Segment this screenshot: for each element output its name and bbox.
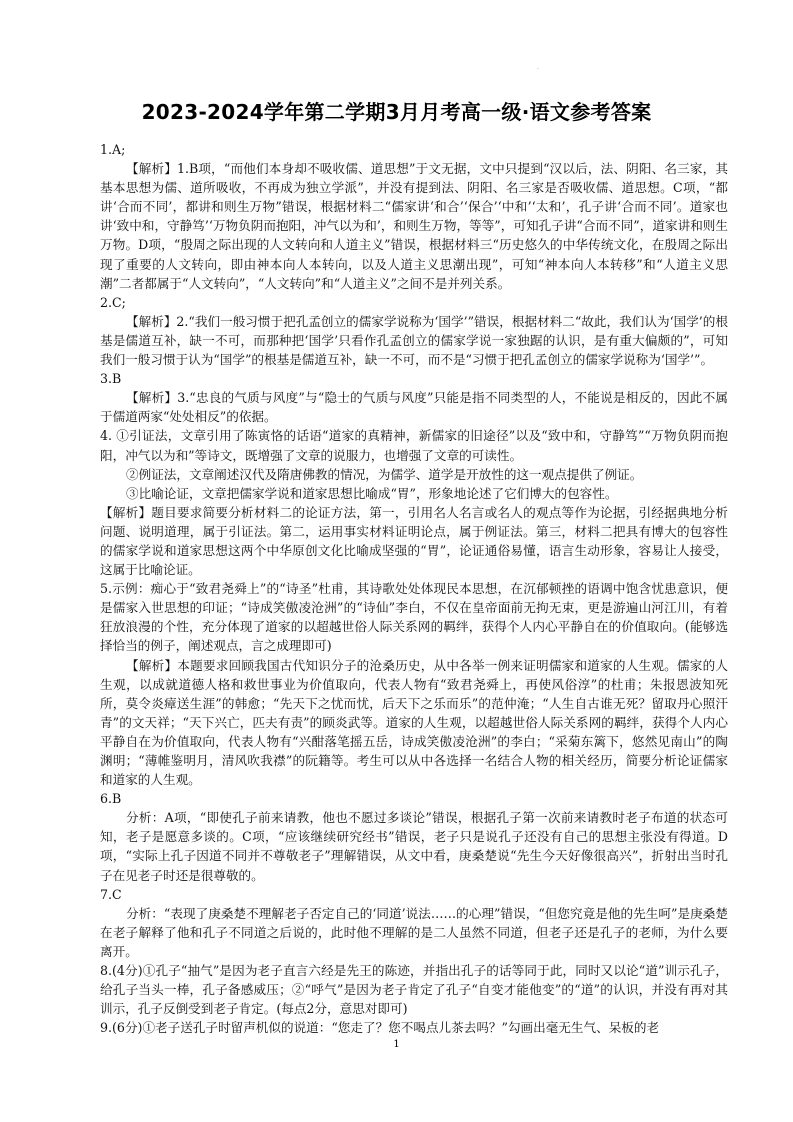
q3-answer: 3.B bbox=[100, 371, 122, 387]
q4-answer-3: ③比喻论证，文章把儒家学说和道家思想比喻成“胃”，形象地论述了它们博大的包容性。 bbox=[126, 485, 618, 501]
q9-answer: 9.(6分)①老子送孔子时留声机似的说道：“您走了？您不喝点儿茶去吗？”勾画出毫无生气、呆板的老 bbox=[100, 1020, 660, 1036]
q5-analysis: 【解析】本题要求回顾我国古代知识分子的沧桑历史，从中各举一例来证明儒家和道家的人生观。儒家的人生观，以成就道德人格和救世事业为价值取向，代表人物有“致君尧舜上，再使风俗淳”的杜甫；朱报恩波知死所，莫令炎瘴送生涯”的韩愈；“先天下之忧而忧，后天下之乐而乐”的范仲淹；“人生自古谁无死？留取丹心照汗青”的文天祥；“天下兴亡，匹夫有责”的顾炎武等。道家的人生观，以超越世俗人际关系网的羁绊，获得个人内心平静自在为价值取向，代表人物有“兴酣落笔摇五岳，诗成笑傲凌沧洲”的李白；“采菊东篱下，悠然见南山”的陶渊明；“薄帷鉴明月，清风吹我襟”的阮籍等。考生可以从中各选择一名结合人物的相关经历，简要分析论证儒家和道家的人生观。 bbox=[100, 657, 728, 788]
q8-answer: 8.(4分)①孔子“抽气”是因为老子直言六经是先王的陈迹，并指出孔子的话等同于此，同时又以论“道”训示孔子，给孔子当头一棒，孔子备感威压；②“呼气”是因为老子肯定了孔子“自变才能他变”的“道”的认识，并没有再对其训示，孔子反倒受到老子肯定。(每点2分，意思对即可) bbox=[100, 963, 728, 1017]
q4-answer-2: ②例证法，文章阐述汉代及隋唐佛教的情况，为儒学、道学是开放性的这一观点提供了例证。 bbox=[126, 466, 643, 482]
q6-analysis: 分析：A项，“即使孔子前来请教，他也不愿过多谈论”错误，根据孔子第一次前来请教时老子布道的状态可知，老子是愿意多谈的。C项，“应该继续研究经书”错误，老子只是说孔子还没有自己的思想主张没有得道。D项，“实际上孔子因道不同并不尊敬老子”理解错误，从文中看，庚桑楚说“先生今天好像很高兴”，折射出当时孔子在见老子时还是很尊敬的。 bbox=[100, 810, 728, 883]
q2-answer: 2.C; bbox=[100, 294, 126, 310]
q3-analysis: 【解析】3.“忠良的气质与风度”与“隐士的气质与风度”只能是指不同类型的人，不能说是相反的，因此不属于儒道两家“处处相反”的依据。 bbox=[100, 390, 728, 425]
q6-answer: 6.B bbox=[100, 791, 122, 807]
q4-answer-1: 4. ①引证法，文章引用了陈寅恪的话语“道家的真精神，新儒家的旧途径”以及“致中和，守静笃”“万物负阴而抱阳，冲气以为和”等诗文，既增强了文章的说服力，也增强了文章的可读性。 bbox=[100, 428, 728, 463]
q1-analysis: 【解析】1.B项，“而他们本身却不吸收儒、道思想”于文无据，文中只提到“汉以后，法、阴阳、名三家，其基本思想为儒、道所吸收，不再成为独立学派”，并没有提到法、阴阳、名三家是否吸收儒、道思想。C项，“都讲‘合而不同’，都讲和则生万物”错误，根据材料二“儒家讲‘和合’‘保合’‘中和’‘太和’，孔子讲‘合而不同’。道家也讲‘致中和，守静笃’‘万物负阴而抱阳，冲气以为和’，和则生万物，等等”，可知孔子讲“合而不同”，道家讲和则生万物。D项，“殷周之际出现的人文转向和人道主义”错误，根据材料三“历史悠久的中华传统文化，在殷周之际出现了重要的人文转向，即由神本向人本转向，以及人道主义思潮出现”，可知“神本向人本转移”和“人道主义思潮”二者都属于“人文转向”，“人文转向”和“人道主义”之间不是并列关系。 bbox=[100, 161, 728, 291]
corner-mark: · bbox=[537, 66, 539, 73]
q2-analysis: 【解析】2.“我们一般习惯于把孔孟创立的儒家学说称为‘国学’”错误，根据材料二“故此，我们认为‘国学’的根基是儒道互补，缺一不可，而那种把‘国学’只看作孔孟创立的儒家学说一家独踞的认识，是有重大偏颇的”，可知我们一般习惯于认为“国学”的根基是儒道互补，缺一不可，而不是“习惯于把孔孟创立的儒家学说称为‘国学’”。 bbox=[100, 313, 728, 368]
q7-analysis: 分析：“表现了庚桑楚不理解老子否定自己的‘同道’说法……的心理”错误，“但您究竟是他的先生呵”是庚桑楚在老子解释了他和孔子不同道之后说的，此时他不理解的是二人虽然不同道，但老子还是孔子的老师，为什么要离开。 bbox=[100, 905, 728, 959]
page-title: 2023-2024学年第二学期3月月考高一级·语文参考答案 bbox=[141, 100, 652, 124]
answer-content bbox=[100, 140, 728, 1037]
q1-answer: 1.A; bbox=[100, 142, 126, 157]
page-number: 1 bbox=[393, 1039, 400, 1050]
q5-answer: 5.示例：痴心于“致君尧舜上”的“诗圣”杜甫，其诗歌处处体现民本思想，在沉郁顿挫的语调中饱含忧患意识，便是儒家入世思想的印证；“诗成笑傲凌沧洲”的“诗仙”李白，不仅在皇帝面前无拘无束，更是游遍山河江川，有着狂放浪漫的个性，充分体现了道家的以超越世俗人际关系网的羁绊，获得个人内心平静自在的价值取向。(能够选择恰当的例子，阐述观点，言之成理即可) bbox=[100, 581, 728, 654]
q7-answer: 7.C bbox=[100, 886, 122, 902]
q4-analysis: 【解析】题目要求简要分析材料二的论证方法，第一，引用名人名言或名人的观点等作为论据，引经据典地分析问题、说明道理，属于引证法。第二，运用事实材料证明论点，属于例证法。第三，材料二把具有博大的包容性的儒家学说和道家思想这两个中华原创文化比喻成坚强的“胃”，论证通俗易懂，语言生动形象，容易让人接受，这属于比喻论证。 bbox=[100, 504, 728, 578]
